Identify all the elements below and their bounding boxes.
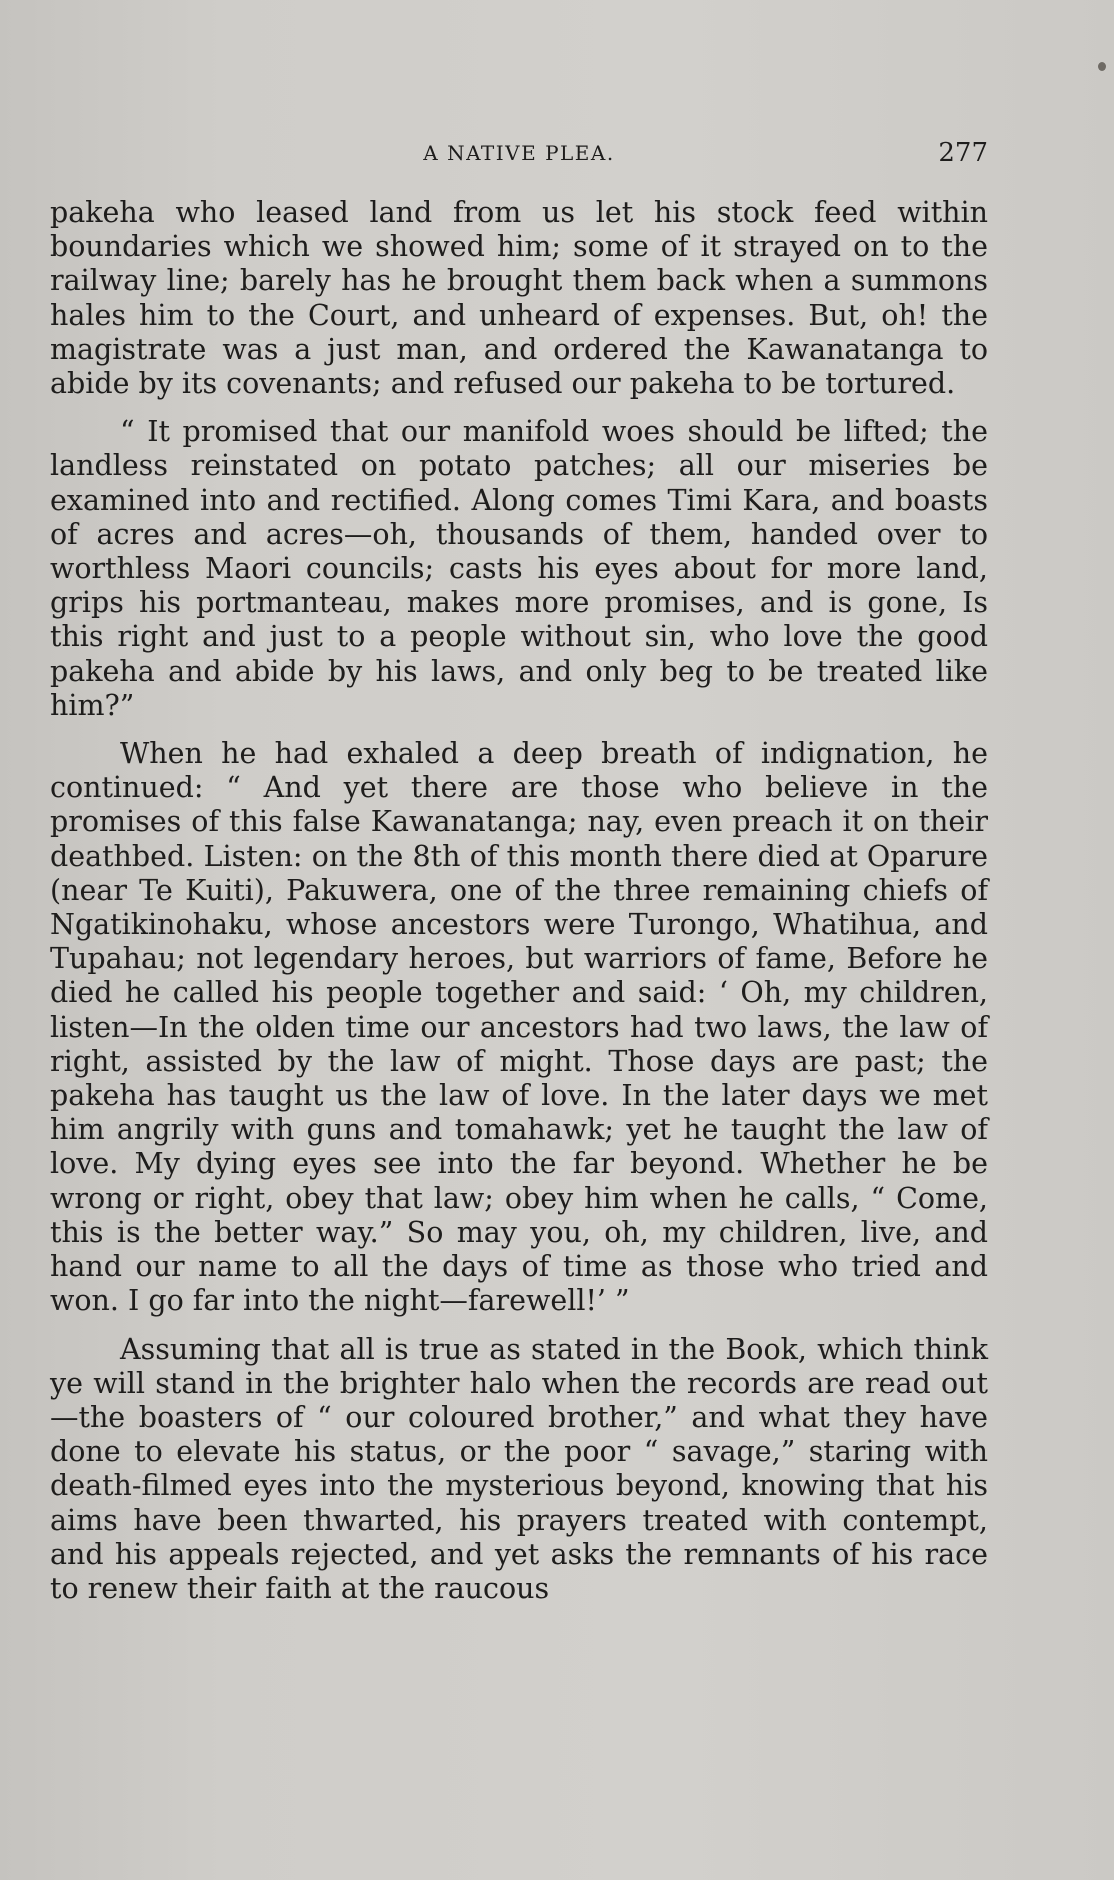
running-header	[50, 136, 988, 170]
paragraph-continuation: pakeha who leased land from us let his stock feed within boundaries which we showed him; some of it strayed on to the railway line; barely has he brought them back when a summons hales him to the Court, and unheard of expenses. But, oh! the magistrate was a just man, and ordered the Kawanatanga to abide by its covenants; and refused our pakeha to be tortured.	[50, 196, 988, 401]
paragraph-pakuwera: When he had exhaled a deep breath of indignation, he continued: “ And yet there are those who believe in the promises of this false Kawanatanga; nay, even preach it on their deathbed. Listen: on the 8th of this month there died at Oparure (near Te Kuiti), Pakuwera, one of the three remaining chiefs of Ngatikinohaku, whose ancestors were Turongo, Whatihua, and Tupahau; not legendary heroes, but warriors of fame, Before he died he called his people together and said: ‘ Oh, my children, listen—In the olden time our ancestors had two laws, the law of right, assisted by the law of might. Those days are past; the pakeha has taught us the law of love. In the later days we met him angrily with guns and tomahawk; yet he taught the law of love. My dying eyes see into the far beyond. Whether he be wrong or right, obey that law; obey him when he calls, “ Come, this is the better way.” So may you, oh, my children, live, and hand our name to all the days of time as those who tried and won. I go far into the night—farewell!’ ”	[50, 737, 988, 1318]
running-title: A NATIVE PLEA.	[423, 141, 615, 165]
paper-speck	[1098, 62, 1106, 71]
paragraph-assuming: Assuming that all is true as stated in the Book, which think ye will stand in the brighter halo when the records are read out—the boasters of “ our coloured brother,” and what they have done to elevate his status, or the poor “ savage,” staring with death-filmed eyes into the mysterious beyond, knowing that his aims have been thwarted, his prayers treated with contempt, and his appeals rejected, and yet asks the remnants of his race to renew their faith at the raucous	[50, 1332, 988, 1605]
paragraph-quote-promises: “ It promised that our manifold woes should be lifted; the landless reinstated on potato patches; all our miseries be examined into and rectified. Along comes Timi Kara, and boasts of acres and acres—oh, thousands of them, handed over to worthless Maori councils; casts his eyes about for more land, grips his portmanteau, makes more promises, and is gone, Is this right and just to a people without sin, who love the good pakeha and abide by his laws, and only beg to be treated like him?”	[50, 415, 988, 722]
page-number: 277	[938, 138, 988, 168]
body-text	[50, 196, 988, 1620]
